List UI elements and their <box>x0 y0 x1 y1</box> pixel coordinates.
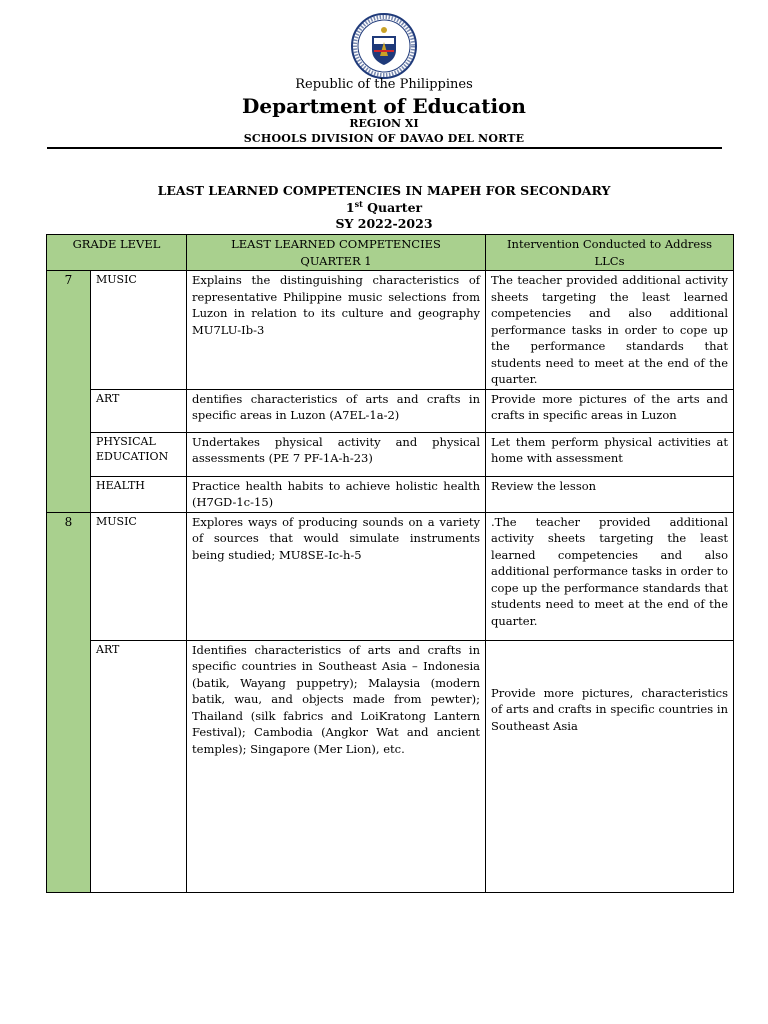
table-row <box>47 640 734 892</box>
competency-cell: dentifies characteristics of arts and crafts in specific areas in Luzon (A7EL-1a-2) <box>187 389 486 432</box>
competencies-table <box>46 234 734 893</box>
intervention-cell: Provide more pictures of the arts and crafts in specific areas in Luzon <box>486 389 734 432</box>
grade-7-cell: 7 <box>47 271 91 513</box>
competency-cell: Identifies characteristics of arts and crafts in specific countries in Southeast Asia – Indonesia (batik, Wayang puppetry); Malaysia (modern batik, wau, and objects made from pewter); Thailand (silk fabrics and LoiKratong Lantern Festival); Cambodia (Angkor Wat and ancient temples); Singapore (Mer Lion), etc. <box>187 640 486 892</box>
seal-icon <box>350 12 418 80</box>
table-row <box>47 271 734 390</box>
competency-cell: Practice health habits to achieve holistic health (H7GD-1c-15) <box>187 476 486 512</box>
intervention-cell: Let them perform physical activities at home with assessment <box>486 432 734 476</box>
subject-cell: MUSIC <box>91 271 187 390</box>
subject-cell: MUSIC <box>91 512 187 640</box>
division-text: SCHOOLS DIVISION OF DAVAO DEL NORTE <box>243 132 525 145</box>
table-row <box>47 389 734 432</box>
competency-cell: Explores ways of producing sounds on a variety of sources that would simulate instruments being studied; MU8SE-Ic-h-5 <box>187 512 486 640</box>
republic-text: Republic of the Philippines <box>295 77 473 92</box>
table-row <box>47 476 734 512</box>
region-text: REGION XI <box>349 117 419 130</box>
grade-8-cell: 8 <box>47 512 91 892</box>
intervention-cell: .The teacher provided additional activity sheets targeting the least learned competencies and also additional performance tasks in order to cope up the performance standards that students need to meet at the end of the quarter. <box>486 512 734 640</box>
school-year: SY 2022-2023 <box>335 216 433 231</box>
header-divider <box>47 147 722 149</box>
intervention-cell: Provide more pictures, characteristics of arts and crafts in specific countries in Southeast Asia <box>486 640 734 892</box>
quarter-label: 1st Quarter <box>345 199 423 216</box>
header-intervention: Intervention Conducted to Address LLCs <box>486 235 734 271</box>
subject-cell: HEALTH <box>91 476 187 512</box>
header-grade-level: GRADE LEVEL <box>47 235 187 271</box>
department-title: Department of Education <box>242 94 526 118</box>
table-row <box>47 432 734 476</box>
table-header-row <box>47 235 734 271</box>
subject-cell: PHYSICAL EDUCATION <box>91 432 187 476</box>
table-row <box>47 512 734 640</box>
subject-cell: ART <box>91 640 187 892</box>
intervention-cell: Review the lesson <box>486 476 734 512</box>
document-title: LEAST LEARNED COMPETENCIES IN MAPEH FOR SECONDARY <box>157 183 611 198</box>
header-competencies: LEAST LEARNED COMPETENCIES QUARTER 1 <box>187 235 486 271</box>
competency-cell: Undertakes physical activity and physical assessments (PE 7 PF-1A-h-23) <box>187 432 486 476</box>
intervention-cell: The teacher provided additional activity sheets targeting the least learned competencies and also additional performance tasks in order to cope up the performance standards that students need to meet at the end of the quarter. <box>486 271 734 390</box>
competency-cell: Explains the distinguishing characteristics of representative Philippine music selections from Luzon in relation to its culture and geography MU7LU-Ib-3 <box>187 271 486 390</box>
subject-cell: ART <box>91 389 187 432</box>
